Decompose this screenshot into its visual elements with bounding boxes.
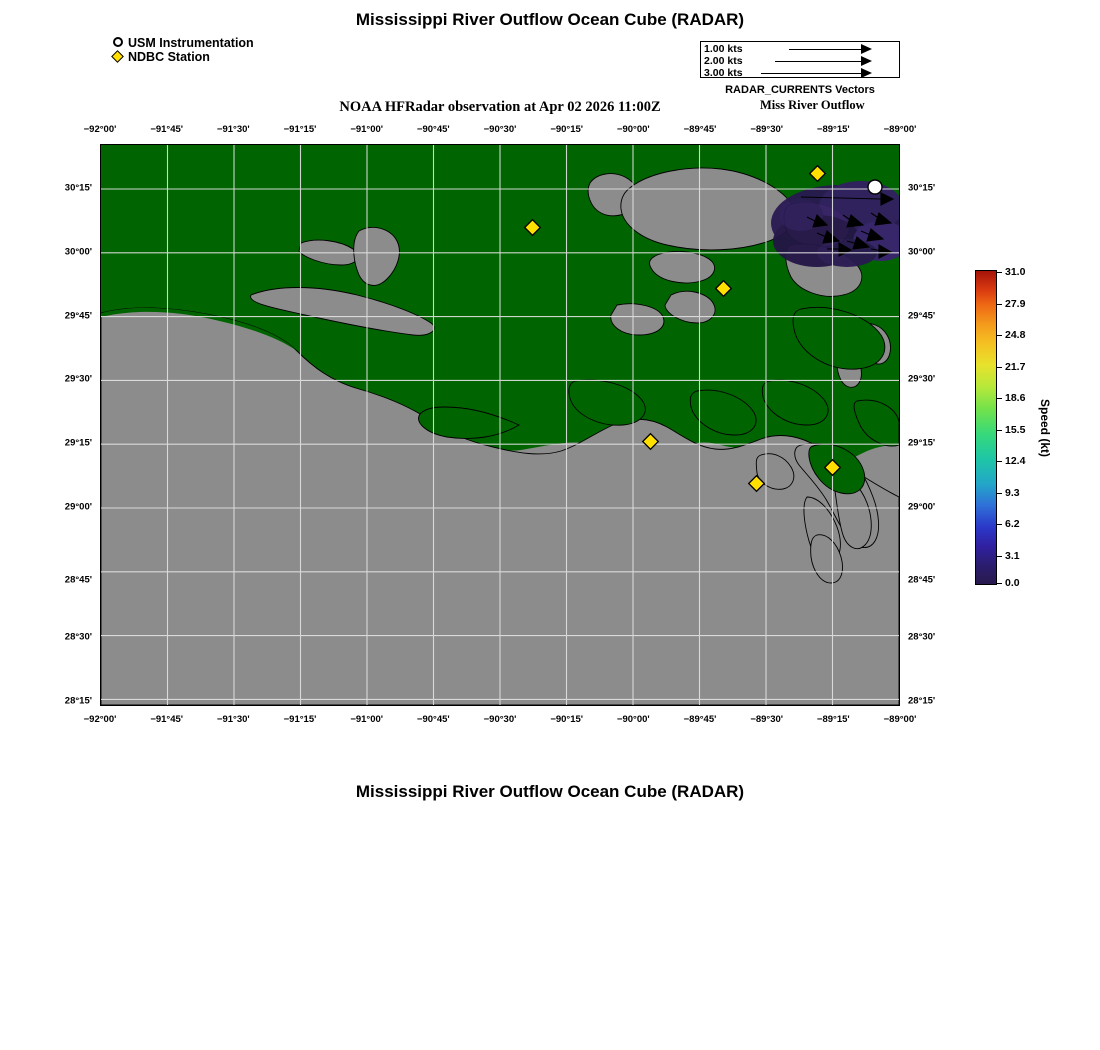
x-tick-label: −90°15' — [550, 714, 584, 725]
x-tick-label: −91°00' — [350, 124, 384, 135]
x-tick-label: −90°15' — [550, 124, 584, 135]
y-tick-label: 29°45' — [908, 310, 936, 322]
y-tick-label: 29°30' — [64, 373, 92, 385]
x-tick-label: −92°00' — [83, 124, 117, 135]
y-tick-label: 30°00' — [64, 246, 92, 258]
colorbar-tick-label: 21.7 — [1005, 360, 1026, 373]
x-tick-label: −90°30' — [483, 124, 517, 135]
vector-arrow-head-icon — [861, 44, 872, 54]
colorbar-title: Speed (kt) — [1038, 398, 1052, 458]
x-tick-label: −91°15' — [283, 714, 317, 725]
colorbar-tick-label: 9.3 — [1005, 486, 1020, 499]
x-tick-label: −91°30' — [216, 714, 250, 725]
x-tick-label: −89°45' — [683, 714, 717, 725]
y-tick-label: 28°30' — [64, 631, 92, 643]
map-canvas[interactable] — [100, 144, 900, 706]
colorbar-tick-label: 27.9 — [1005, 297, 1026, 310]
colorbar-gradient — [975, 270, 997, 585]
y-tick-label: 29°15' — [64, 437, 92, 449]
vector-arrow-shaft — [789, 49, 861, 50]
y-tick-label: 29°45' — [64, 310, 92, 322]
colorbar-tick-label: 6.2 — [1005, 518, 1020, 530]
y-tick-label: 28°15' — [64, 695, 92, 707]
vector-key-row — [701, 67, 901, 79]
legend-item-usm — [110, 36, 254, 50]
x-tick-label: −90°00' — [616, 124, 650, 135]
x-tick-label: −89°30' — [750, 124, 784, 135]
y-tick-label: 29°15' — [908, 437, 936, 449]
circle-marker-icon — [110, 36, 128, 50]
x-tick-label: −90°45' — [416, 124, 450, 135]
y-tick-label: 29°00' — [64, 501, 92, 513]
vector-key-row — [701, 43, 901, 55]
x-tick-label: −89°30' — [750, 714, 784, 725]
y-tick-label: 28°30' — [908, 631, 936, 643]
x-tick-label: −91°30' — [216, 124, 250, 135]
vector-arrow-shaft — [775, 61, 861, 62]
x-tick-label: −89°00' — [883, 124, 917, 135]
layer-caption: Miss River Outflow — [760, 98, 865, 112]
legend-item-label: USM Instrumentation — [128, 36, 254, 50]
y-tick-label: 30°15' — [908, 182, 936, 194]
y-tick-label: 29°00' — [908, 501, 936, 513]
bottom-title: Mississippi River Outflow Ocean Cube (RADAR) — [355, 782, 745, 801]
map-legend — [110, 36, 254, 64]
y-tick-label: 30°15' — [64, 182, 92, 194]
colorbar-tick-label: 31.0 — [1005, 266, 1026, 278]
y-tick-label: 28°15' — [908, 695, 936, 707]
vector-key-label: 3.00 kts — [704, 67, 743, 79]
colorbar-tick-label: 0.0 — [1005, 577, 1020, 589]
x-tick-label: −91°45' — [150, 124, 184, 135]
vector-arrow-shaft — [761, 73, 861, 74]
x-tick-label: −90°45' — [416, 714, 450, 725]
marker-usm-instrumentation — [868, 180, 882, 194]
y-tick-label: 29°30' — [908, 373, 936, 385]
vector-key-row — [701, 55, 901, 67]
y-tick-label: 28°45' — [64, 574, 92, 586]
page-title: Mississippi River Outflow Ocean Cube (RADAR) — [355, 10, 745, 29]
x-tick-label: −89°00' — [883, 714, 917, 725]
legend-item-label: NDBC Station — [128, 50, 210, 64]
x-tick-label: −91°00' — [350, 714, 384, 725]
x-tick-label: −90°00' — [616, 714, 650, 725]
x-tick-label: −89°15' — [816, 124, 850, 135]
colorbar-tick-label: 24.8 — [1005, 329, 1026, 341]
diamond-marker-icon — [110, 50, 128, 64]
x-tick-label: −92°00' — [83, 714, 117, 725]
map-subtitle: NOAA HFRadar observation at Apr 02 2026 11:00Z — [339, 99, 661, 115]
colorbar-tick-label: 12.4 — [1005, 455, 1026, 467]
colorbar-tick-label: 3.1 — [1005, 549, 1020, 562]
vector-arrow-head-icon — [861, 56, 872, 66]
x-tick-label: −91°15' — [283, 124, 317, 135]
x-tick-label: −89°45' — [683, 124, 717, 135]
vector-key-label: 1.00 kts — [704, 43, 743, 55]
vector-key-caption: RADAR_CURRENTS Vectors — [725, 84, 875, 96]
colorbar-tick-label: 18.6 — [1005, 392, 1026, 404]
legend-item-ndbc — [110, 50, 254, 64]
y-tick-label: 28°45' — [908, 574, 936, 586]
colorbar-tick-label: 15.5 — [1005, 423, 1026, 436]
vector-key-label: 2.00 kts — [704, 55, 743, 67]
x-tick-label: −89°15' — [816, 714, 850, 725]
vector-scale-key — [700, 41, 900, 78]
x-tick-label: −91°45' — [150, 714, 184, 725]
vector-arrow-head-icon — [861, 68, 872, 78]
y-tick-label: 30°00' — [908, 246, 936, 258]
x-tick-label: −90°30' — [483, 714, 517, 725]
